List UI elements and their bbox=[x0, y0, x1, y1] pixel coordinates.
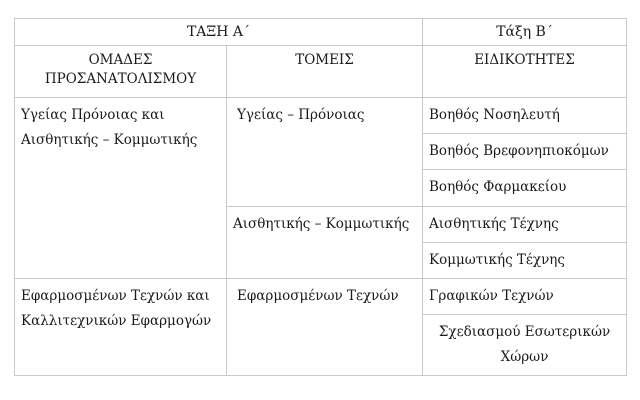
grade-row bbox=[15, 19, 627, 46]
sector-name: Υγείας – Πρόνοιας bbox=[237, 106, 365, 123]
specialties-column-header bbox=[423, 46, 627, 97]
specialty-cell bbox=[423, 170, 627, 206]
groups-header-line2: ΠΡΟΣΑΝΑΤΟΛΙΣΜΟΥ bbox=[44, 71, 197, 88]
specialty-name: Βοηθός Φαρμακείου bbox=[429, 179, 567, 196]
specialty-name-line2: Χώρων bbox=[500, 349, 549, 366]
grade-a-label: ΤΑΞΗ Α΄ bbox=[186, 24, 251, 41]
sectors-column-header bbox=[227, 46, 423, 97]
groups-column-header bbox=[15, 46, 227, 97]
specialty-name: Βοηθός Βρεφονηπιοκόμων bbox=[429, 142, 609, 159]
table-row bbox=[15, 279, 627, 315]
group-name-line2: Αισθητικής – Κομμωτικής bbox=[21, 131, 198, 148]
specialty-cell bbox=[423, 279, 627, 315]
grade-a-header bbox=[15, 19, 423, 46]
specialty-name-line1: Σχεδιασμού Εσωτερικών bbox=[438, 324, 611, 341]
sector-name: Εφαρμοσμένων Τεχνών bbox=[237, 288, 399, 305]
specialty-name: Αισθητικής Τέχνης bbox=[429, 215, 559, 232]
group-cell bbox=[15, 279, 227, 376]
specialties-header-label: ΕΙΔΙΚΟΤΗΤΕΣ bbox=[474, 52, 575, 69]
sector-cell bbox=[227, 97, 423, 206]
specialty-cell bbox=[423, 242, 627, 278]
specialty-cell bbox=[423, 133, 627, 169]
sector-cell bbox=[227, 206, 423, 279]
groups-header-line1: ΟΜΑΔΕΣ bbox=[88, 52, 153, 69]
specialty-name: Βοηθός Νοσηλευτή bbox=[429, 106, 560, 123]
specialty-name: Γραφικών Τεχνών bbox=[429, 288, 554, 305]
group-name-line1: Εφαρμοσμένων Τεχνών και bbox=[21, 288, 210, 305]
grade-b-header bbox=[423, 19, 627, 46]
column-header-row bbox=[15, 46, 627, 97]
group-cell bbox=[15, 97, 227, 278]
specialty-cell bbox=[423, 315, 627, 376]
specialties-table bbox=[14, 18, 627, 376]
group-name-line1: Υγείας Πρόνοιας και bbox=[21, 106, 165, 123]
sector-cell bbox=[227, 279, 423, 376]
group-name-line2: Καλλιτεχνικών Εφαρμογών bbox=[21, 313, 212, 330]
specialty-name: Κομμωτικής Τέχνης bbox=[429, 251, 565, 268]
table-row bbox=[15, 97, 627, 133]
sector-name: Αισθητικής – Κομμωτικής bbox=[233, 215, 410, 232]
grade-b-label: Τάξη Β΄ bbox=[496, 24, 553, 41]
sectors-header-label: ΤΟΜΕΙΣ bbox=[295, 52, 354, 69]
specialty-cell bbox=[423, 97, 627, 133]
specialty-cell bbox=[423, 206, 627, 242]
